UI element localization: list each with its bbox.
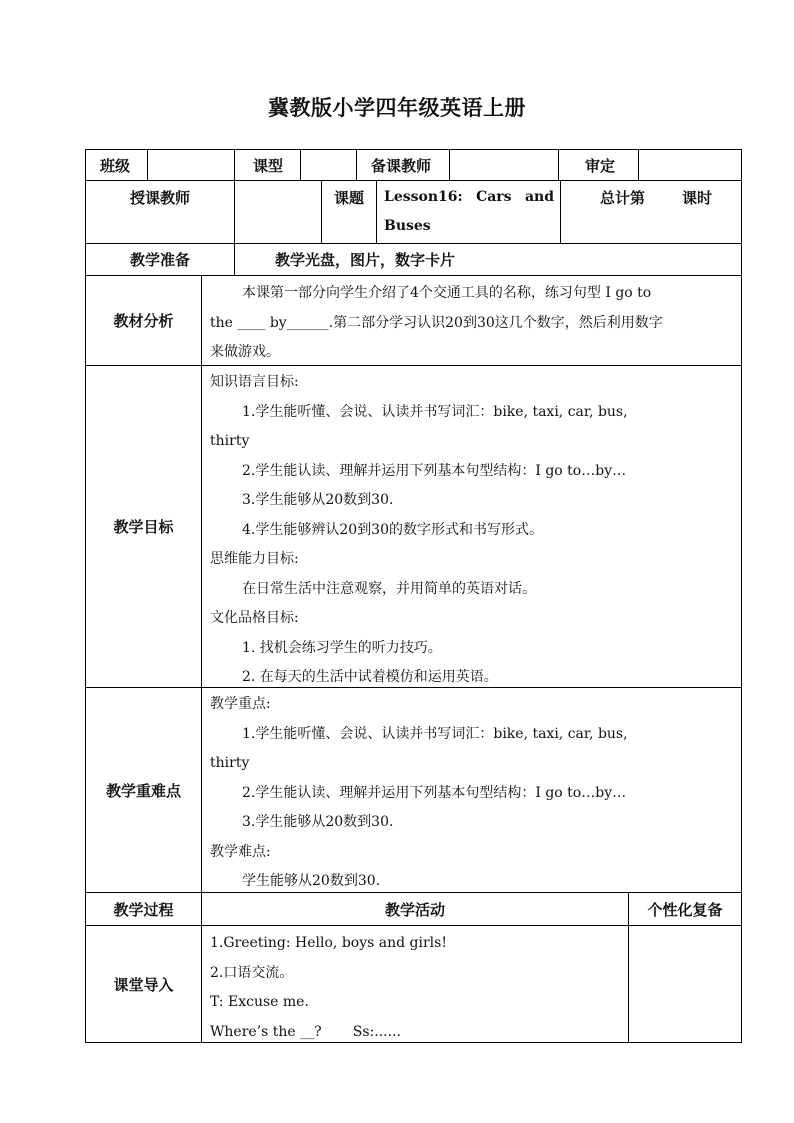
lesson-type-label: 课型 (235, 150, 301, 181)
goal-line: 1. 找机会练习学生的听力技巧。 (242, 639, 442, 656)
intro-text (202, 926, 629, 1042)
prep-teacher-label: 备课教师 (357, 150, 450, 181)
topic-value (377, 181, 561, 244)
total-label: 总计第 (600, 189, 646, 207)
goal-line: 1.学生能听懂、会说、认读并书写词汇：bike, taxi, car, bus, (242, 403, 628, 420)
topic-label: 课题 (322, 181, 377, 244)
keypoint-line: 学生能够从20数到30. (242, 873, 381, 889)
total-periods (561, 181, 741, 244)
review-label: 审定 (559, 150, 639, 181)
review-value-cell (639, 150, 741, 181)
prep-text: 教学光盘，图片，数字卡片 (235, 244, 741, 276)
analysis-label: 教材分析 (86, 276, 202, 366)
goal-line: 4.学生能够辨认20到30的数字形式和书写形式。 (242, 521, 543, 538)
goal-line: 知识语言目标: (210, 374, 299, 390)
goal-line: 3.学生能够从20数到30. (242, 492, 394, 508)
prep-label: 教学准备 (86, 244, 235, 276)
topic-word-3: and (524, 189, 554, 205)
intro-label: 课堂导入 (86, 926, 202, 1042)
goals-text (202, 366, 741, 688)
keypoint-line: 2.学生能认读、理解并运用下列基本句型结构：I go to…by… (242, 784, 627, 801)
teacher-label: 授课教师 (86, 181, 235, 244)
keypoints-label: 教学重难点 (86, 688, 202, 893)
topic-word-1: Lesson16: (384, 189, 463, 205)
keypoint-line: 教学难点: (210, 843, 271, 860)
goal-line: thirty (210, 433, 250, 449)
goal-line: 思维能力目标: (210, 551, 299, 567)
topic-word-2: Cars (476, 189, 512, 205)
intro-line: T: Excuse me. (210, 994, 309, 1010)
class-value-cell (148, 150, 235, 181)
teacher-value-cell (235, 181, 322, 244)
analysis-line-3: 来做游戏。 (210, 344, 280, 360)
analysis-text (202, 276, 741, 366)
keypoint-line: 1.学生能听懂、会说、认读并书写词汇：bike, taxi, car, bus, (242, 725, 628, 742)
process-label: 教学过程 (86, 893, 202, 926)
keypoint-line: thirty (210, 755, 250, 771)
activity-label: 教学活动 (202, 893, 629, 926)
keypoint-line: 3.学生能够从20数到30. (242, 814, 394, 830)
goal-line: 2.学生能认读、理解并运用下列基本句型结构：I go to…by… (242, 462, 627, 479)
goal-line: 文化品格目标: (210, 610, 299, 626)
class-label: 班级 (86, 150, 148, 181)
keypoint-line: 教学重点: (210, 696, 271, 712)
keypoints-text (202, 688, 741, 893)
goal-line: 在日常生活中注意观察，并用简单的英语对话。 (242, 580, 536, 597)
goal-line: 2. 在每天的生活中试着模仿和运用英语。 (242, 669, 498, 685)
topic-line-2: Buses (384, 218, 431, 234)
intro-line: Where’s the __? Ss:...... (210, 1023, 401, 1040)
document-title: 冀教版小学四年级英语上册 (268, 96, 526, 120)
intro-line: 2.口语交流。 (210, 964, 294, 981)
lesson-type-value-cell (301, 150, 357, 181)
personal-label: 个性化复备 (629, 893, 741, 926)
goals-label: 教学目标 (86, 366, 202, 688)
intro-line: 1.Greeting: Hello, boys and girls! (210, 935, 447, 951)
analysis-line-2: the ____ by______.第二部分学习认识20到30这几个数字，然后利用数字 (210, 314, 663, 331)
period-label: 课时 (682, 189, 713, 207)
intro-personal-cell (629, 926, 741, 1042)
analysis-line-1: 本课第一部分向学生介绍了4个交通工具的名称，练习句型 I go to (242, 285, 652, 301)
prep-teacher-value-cell (450, 150, 559, 181)
lesson-plan-table (85, 149, 742, 1043)
